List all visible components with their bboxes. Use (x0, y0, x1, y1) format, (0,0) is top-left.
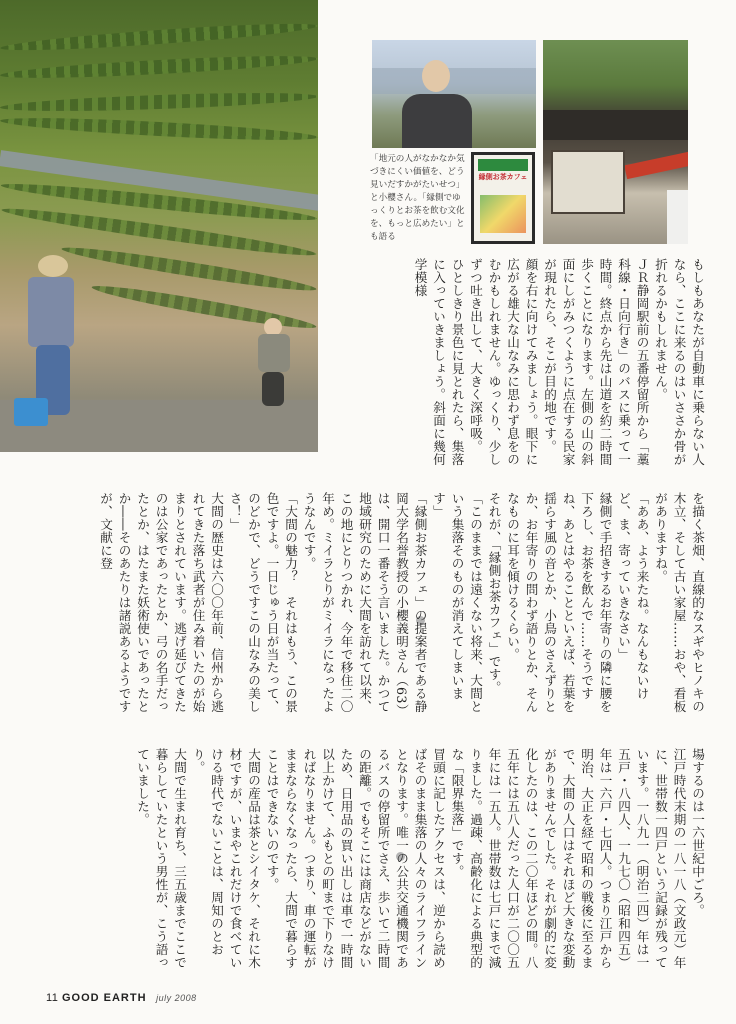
sign-text: 縁側お茶カフェ (478, 173, 528, 181)
article-block-3 (40, 748, 706, 980)
paragraph: 場するのは一六世紀中ごろ。 (690, 748, 705, 917)
paragraph: 「ああ、よう来たね。なんもないけど、ま、寄っていきなさい」 (616, 492, 650, 700)
paragraph: 「縁側お茶カフェ」の提案者である静岡大学名誉教授の小櫻義明さん（63）は、開口一番そう言いました。かつて地域研究のために大間を訪れて以来、この地にとりつかれ、今年で移住二〇年め。ミイラとりがミイラになったようなんです。 (301, 492, 428, 713)
paragraph: 大間の歴史は六〇〇年前、信州から逃れてきた落ち武者が住み着いたのが始まりとされています。逃げ延びてきたのは公家であったとか、弓の名手だったとか、はたまた妖術使いであったとか――そのあたりは諸説あるようですが、文献に登 (98, 492, 224, 713)
article-block-1 (318, 258, 706, 468)
farmer-standing (254, 318, 294, 406)
portrait-photo (372, 40, 536, 148)
tea-field-photo (0, 0, 318, 452)
page-footer (46, 992, 197, 1004)
paragraph: 冒頭に記したアクセスは、逆から読めばそのまま集落の人々のライフラインとなります。唯一の公共交通機関であるバスの停留所でさえ、歩いて二時間の距離。でもそこには商店などがないため、日用品の買い出しは車で一時間以上かけて、ふもとの町まで下りなければなりません。つまり、車の運転がままならなくなったら、大間で暮らすことはできないのです。 (264, 748, 446, 969)
page-number: 11 (46, 992, 59, 1004)
paragraph: ＪＲ静岡駅前の五番停留所から「藁科線・日向行き」のバスに乗って一時間。終点から先は山道を約二時間歩くことになります。左側の山の斜面にしがみつくように点在する民家が現れたら、そこが目的地です。 (542, 258, 650, 466)
photo-caption: 「地元の人がなかなか気づきにくい価値を、どう見いだすかがたいせつ」と小櫻さん。「縁側でゆっくりとお茶を飲む文化を、もっと広めたい」とも語る (370, 154, 465, 242)
article-block-2 (40, 492, 706, 716)
paragraph: ひとしきり景色に見とれたら、集落に入っていきましょう。斜面に幾何学模様 (412, 258, 465, 466)
paragraph: 江戸時代末期の一八一八（文政元）年に、世帯数一四戸という記録が残っています。一八九一（明治二四）年は一五戸・八四人、一九七〇（昭和四五）年は一六戸・七四人。つまり江戸から明治、大正を経て昭和の戦後に至るまで、大間の人口はそれほど大きな変動がありませんでした。それが劇的に変化したのは、この二〇年ほどの間。八五年には五八人だった人口が二〇〇五年には一五人。世帯数は七戸にまで減りました。過疎、高齢化による典型的な「限界集落」です。 (449, 748, 687, 969)
paragraph: 「このままでは遠くない将来、大間という集落そのものが消えてしまいます」 (431, 492, 483, 713)
blue-bucket (14, 398, 48, 426)
paragraph: それが、「縁側お茶カフェ」です。 (486, 492, 502, 694)
paragraph: 「大間の魅力？ それはもう、この景色ですよ。一日じゅう日が当たって、のどかで、どうですこの山なみの美しさ！」 (227, 492, 298, 713)
paragraph: 大間で生まれ育ち、三五歳までここで暮らしていたという男性が、こう語っていました。 (135, 748, 187, 969)
paragraph: もしもあなたが自動車に乗らない人なら、ここに来るのはいささか骨が折れるかもしれません。 (653, 258, 705, 466)
issue-date: july 2008 (156, 993, 197, 1003)
paragraph: 縁側で手招きするお年寄りの隣に腰を下ろし、お茶を飲んで……そうですね、あとはやることといえば、若葉を揺らす風の音とか、小鳥のさえずりとか、お年寄りの問わず語りとか、そんなものに耳を傾けるくらい。 (505, 492, 613, 713)
paragraph: を描く茶畑、直線的なスギやヒノキの木立、そして古い家屋……おや、看板がありますね。 (653, 492, 705, 713)
paragraph: 顔を右に向けてみましょう。眼下に広がる雄大な山なみに思わず息をのむかもしれません。ゆっくり、少しずつ吐き出して、大きく深呼吸。 (468, 258, 539, 466)
paragraph: 大間の産品は茶とシイタケ、それに木材ですが、いまやこれだけで食べていける時代でないことは、周知のとおり。 (190, 748, 261, 969)
cafe-sign-photo (471, 152, 535, 244)
farmhouse-photo (543, 40, 688, 244)
magazine-name: GOOD EARTH (61, 992, 147, 1004)
